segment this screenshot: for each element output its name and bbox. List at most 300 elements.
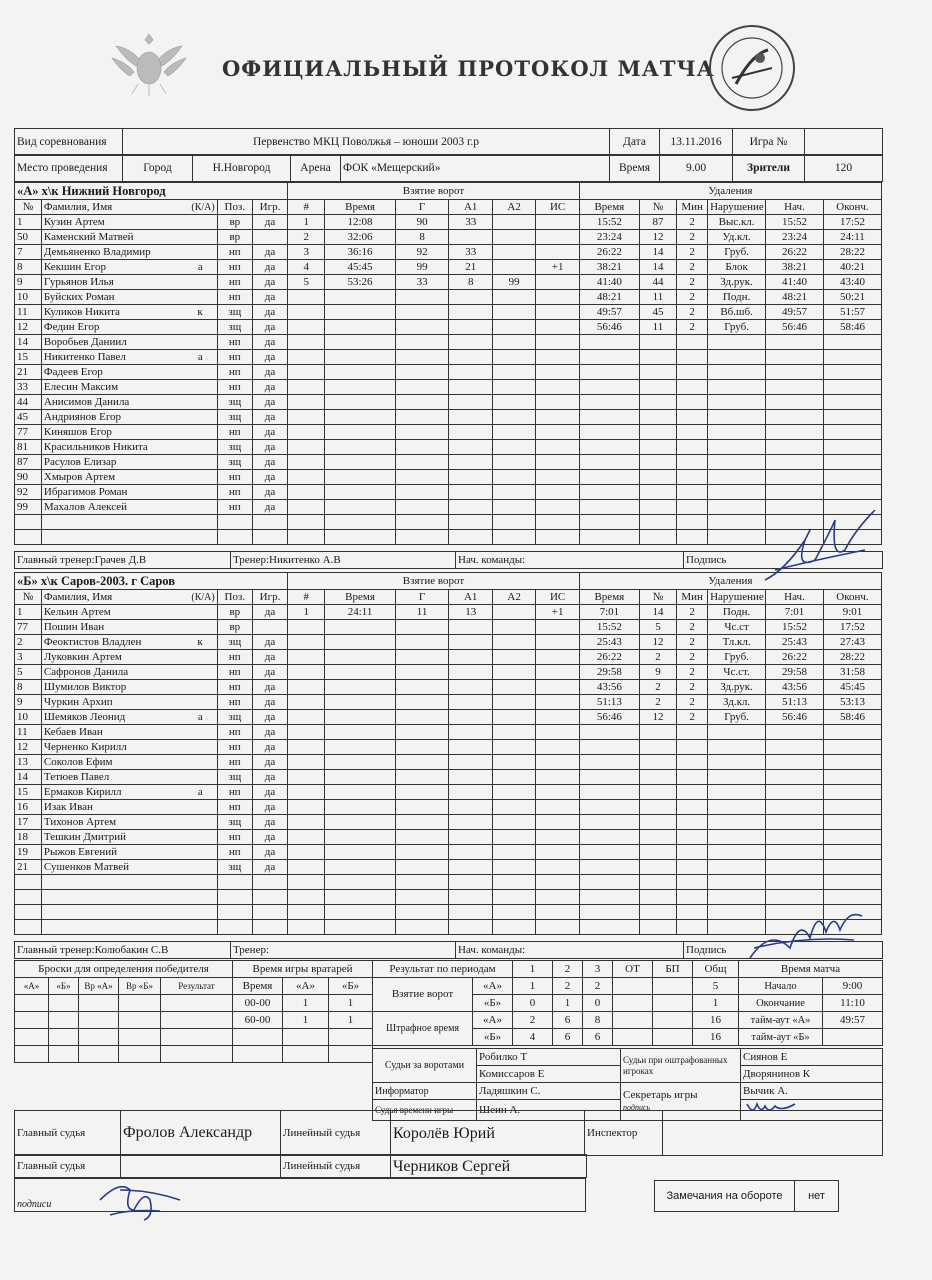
player-played: да — [252, 380, 287, 395]
goal-is — [536, 365, 580, 380]
shootout-col-3: Вр «Б» — [119, 978, 161, 995]
player-name-text: Куликов Никита — [43, 305, 120, 318]
penalty-t: 25:43 — [579, 635, 639, 650]
teamB-header-time: Время — [579, 590, 639, 605]
player-number: 45 — [15, 410, 42, 425]
goal-is — [536, 680, 580, 695]
teamB-title: «Б» х\к Саров-2003. г Саров — [15, 573, 288, 590]
goal-a1 — [449, 650, 492, 665]
goal-h — [288, 740, 325, 755]
player-number: 87 — [15, 455, 42, 470]
player-played: да — [252, 740, 287, 755]
goal-h — [288, 635, 325, 650]
penalty-m: 2 — [677, 230, 708, 245]
penalty-t — [579, 845, 639, 860]
goal-a1 — [449, 410, 492, 425]
player-played: да — [252, 500, 287, 515]
player-name-text: Киняшов Егор — [43, 425, 112, 438]
table-row — [15, 305, 882, 320]
penalty-e: 58:46 — [823, 710, 881, 725]
player-number: 15 — [15, 785, 42, 800]
player-name — [41, 680, 217, 695]
goal-t — [325, 620, 395, 635]
penalty-s: 15:52 — [766, 620, 824, 635]
penalty-s: 56:46 — [766, 710, 824, 725]
goal-a1 — [449, 875, 492, 890]
team-a-label: «А» — [473, 1012, 513, 1029]
player-played: да — [252, 680, 287, 695]
player-name — [41, 875, 217, 890]
penalty-v: Зд.рук. — [708, 275, 766, 290]
player-name — [41, 815, 217, 830]
shootout-col-4: Результат — [161, 978, 233, 995]
penalty-v — [708, 455, 766, 470]
goal-t — [325, 410, 395, 425]
player-number: 81 — [15, 440, 42, 455]
table-row — [15, 530, 882, 545]
goal-h — [288, 800, 325, 815]
player-name-text: Черненко Кирилл — [43, 740, 127, 753]
player-name-text: Андриянов Егор — [43, 410, 122, 423]
player-number: 12 — [15, 320, 42, 335]
goal-is — [536, 875, 580, 890]
team-b-label: «Б» — [473, 1029, 513, 1046]
player-name-text: Чуркин Архип — [43, 695, 113, 708]
penalty-judge-2: Дворянинов К — [741, 1066, 883, 1083]
player-name — [41, 620, 217, 635]
goal-g — [395, 695, 449, 710]
teamA-header-a1: А1 — [449, 200, 492, 215]
table-row — [15, 890, 882, 905]
goal-a2 — [492, 710, 535, 725]
penalty-e — [823, 740, 881, 755]
goal-h: 1 — [288, 605, 325, 620]
player-number: 16 — [15, 800, 42, 815]
player-number: 33 — [15, 380, 42, 395]
goal-a2 — [492, 815, 535, 830]
goal-a2 — [492, 680, 535, 695]
penalty-n — [639, 350, 676, 365]
penalty-s: 25:43 — [766, 635, 824, 650]
line-referee-label-1: Линейный судья — [281, 1111, 391, 1156]
player-name-text: Кекшин Егор — [43, 260, 106, 273]
table-row — [15, 215, 882, 230]
penalty-e — [823, 830, 881, 845]
goal-is — [536, 860, 580, 875]
penalty-e: 45:45 — [823, 680, 881, 695]
teamB-goals-label: Взятие ворот — [288, 573, 580, 590]
player-position: вр — [217, 605, 252, 620]
goal-a2 — [492, 695, 535, 710]
goal-t: 53:26 — [325, 275, 395, 290]
goal-a1 — [449, 380, 492, 395]
goal-a2 — [492, 650, 535, 665]
penalty-e — [823, 875, 881, 890]
player-position: нп — [217, 725, 252, 740]
line-referee-2: Черников Сергей — [391, 1155, 587, 1178]
goal-a1 — [449, 680, 492, 695]
goal-t — [325, 800, 395, 815]
goalie-cell: 1 — [329, 995, 373, 1012]
player-name-text: Феоктистов Владлен — [43, 635, 142, 648]
player-played: да — [252, 365, 287, 380]
penalty-t — [579, 440, 639, 455]
penalty-e — [823, 860, 881, 875]
timer-label: Судья времени игры — [373, 1100, 477, 1121]
penalty-v — [708, 890, 766, 905]
goal-a2 — [492, 860, 535, 875]
penalty-e — [823, 815, 881, 830]
penalty-m — [677, 440, 708, 455]
player-played: да — [252, 440, 287, 455]
remarks-table — [654, 1180, 839, 1212]
goal-h — [288, 455, 325, 470]
table-row — [15, 605, 882, 620]
chief-referee-label: Главный судья — [15, 1111, 121, 1156]
goal-t — [325, 485, 395, 500]
name-header-label: Фамилия, Имя — [43, 590, 113, 603]
player-name-text: Луковкин Артем — [43, 650, 122, 663]
penalty-t — [579, 380, 639, 395]
table-row — [15, 725, 882, 740]
team-a-signature-icon — [755, 510, 885, 595]
goal-is — [536, 335, 580, 350]
player-played: да — [252, 455, 287, 470]
player-name-text: Гурьянов Илья — [43, 275, 114, 288]
goal-h — [288, 755, 325, 770]
goalie-cell: 00-00 — [233, 995, 283, 1012]
player-name — [41, 770, 217, 785]
penalty-m: 2 — [677, 305, 708, 320]
goal-a1: 21 — [449, 260, 492, 275]
player-name — [41, 470, 217, 485]
goal-is — [536, 845, 580, 860]
player-name — [41, 530, 217, 545]
line-referee-1: Королёв Юрий — [391, 1111, 585, 1156]
player-played — [252, 875, 287, 890]
penalty-v — [708, 755, 766, 770]
goal-t: 12:08 — [325, 215, 395, 230]
table-row — [15, 320, 882, 335]
goal-g — [395, 365, 449, 380]
player-position: зщ — [217, 710, 252, 725]
player-name — [41, 245, 217, 260]
table-row — [15, 635, 882, 650]
goal-a1 — [449, 800, 492, 815]
goal-a1 — [449, 710, 492, 725]
goal-g — [395, 725, 449, 740]
table-row — [15, 500, 882, 515]
penalty-n — [639, 815, 676, 830]
penalty-s: 51:13 — [766, 695, 824, 710]
player-name — [41, 410, 217, 425]
pen-a-total: 16 — [693, 1012, 739, 1029]
player-position: нп — [217, 680, 252, 695]
player-number: 21 — [15, 860, 42, 875]
player-role: а — [197, 710, 203, 723]
spectators-label: Зрители — [733, 155, 805, 182]
player-position: нп — [217, 830, 252, 845]
player-name-text: Елесин Максим — [43, 380, 119, 393]
player-position: нп — [217, 845, 252, 860]
goal-g — [395, 515, 449, 530]
goal-t — [325, 650, 395, 665]
table-row — [15, 425, 882, 440]
goal-h: 3 — [288, 245, 325, 260]
goal-g — [395, 380, 449, 395]
goal-a2 — [492, 830, 535, 845]
goals-b-p1: 0 — [513, 995, 553, 1012]
goal-a1 — [449, 455, 492, 470]
player-played: да — [252, 410, 287, 425]
table-row — [15, 785, 882, 800]
player-name — [41, 215, 217, 230]
penalty-n: 9 — [639, 665, 676, 680]
penalty-s — [766, 335, 824, 350]
penalty-n — [639, 785, 676, 800]
goal-h — [288, 665, 325, 680]
match-time-key: тайм-аут «А» — [739, 1012, 823, 1029]
player-name — [41, 665, 217, 680]
player-number: 1 — [15, 215, 42, 230]
player-name-text: Изак Иван — [43, 800, 93, 813]
goal-a1 — [449, 815, 492, 830]
penalty-n — [639, 425, 676, 440]
penalty-m: 2 — [677, 620, 708, 635]
player-name — [41, 920, 217, 935]
goal-is — [536, 890, 580, 905]
penalty-m — [677, 740, 708, 755]
player-name-text: Кузин Артем — [43, 215, 105, 228]
goal-a2: 99 — [492, 275, 535, 290]
goal-t — [325, 455, 395, 470]
goal-t — [325, 425, 395, 440]
player-name — [41, 710, 217, 725]
penalty-t — [579, 425, 639, 440]
goal-t — [325, 920, 395, 935]
player-position: нп — [217, 665, 252, 680]
player-position: зщ — [217, 455, 252, 470]
penalty-n: 2 — [639, 650, 676, 665]
goal-h: 4 — [288, 260, 325, 275]
teamA-header-a2: А2 — [492, 200, 535, 215]
goal-g: 11 — [395, 605, 449, 620]
player-position — [217, 890, 252, 905]
goal-h — [288, 695, 325, 710]
penalty-s — [766, 755, 824, 770]
penalty-e — [823, 845, 881, 860]
penalty-s: 26:22 — [766, 245, 824, 260]
player-name — [41, 635, 217, 650]
penalty-n — [639, 830, 676, 845]
penalty-t: 38:21 — [579, 260, 639, 275]
penalty-e: 31:58 — [823, 665, 881, 680]
goals-a-total: 5 — [693, 978, 739, 995]
penalty-t — [579, 800, 639, 815]
penalty-s — [766, 875, 824, 890]
penalty-n — [639, 365, 676, 380]
goal-g — [395, 815, 449, 830]
ka-header-label: (К/А) — [191, 201, 215, 213]
penalty-m: 2 — [677, 290, 708, 305]
goal-t — [325, 905, 395, 920]
player-name — [41, 320, 217, 335]
goal-g — [395, 650, 449, 665]
penalty-m — [677, 530, 708, 545]
goal-h: 5 — [288, 275, 325, 290]
penalty-s — [766, 785, 824, 800]
penalty-s — [766, 485, 824, 500]
penalty-t — [579, 485, 639, 500]
player-position: нп — [217, 380, 252, 395]
match-time-table — [738, 960, 883, 1046]
player-played: да — [252, 860, 287, 875]
player-played — [252, 230, 287, 245]
penalty-m — [677, 725, 708, 740]
player-name — [41, 860, 217, 875]
player-role: а — [197, 260, 203, 273]
penalty-v — [708, 860, 766, 875]
teamA-header-viol: Нарушение — [708, 200, 766, 215]
penalty-m: 2 — [677, 650, 708, 665]
goal-h — [288, 770, 325, 785]
goal-g — [395, 845, 449, 860]
goal-is — [536, 740, 580, 755]
penalty-s: 29:58 — [766, 665, 824, 680]
goal-a2 — [492, 230, 535, 245]
goal-is — [536, 815, 580, 830]
goal-g — [395, 395, 449, 410]
goal-a1 — [449, 755, 492, 770]
goal-a2 — [492, 470, 535, 485]
player-played: да — [252, 710, 287, 725]
player-played: да — [252, 425, 287, 440]
goal-h — [288, 410, 325, 425]
goal-t — [325, 845, 395, 860]
goal-a2 — [492, 305, 535, 320]
player-played: да — [252, 695, 287, 710]
table-row — [15, 260, 882, 275]
table-row — [15, 440, 882, 455]
goal-t — [325, 710, 395, 725]
player-position: вр — [217, 215, 252, 230]
player-number: 7 — [15, 245, 42, 260]
shootout-col-2: Вр «А» — [79, 978, 119, 995]
goal-g — [395, 770, 449, 785]
goal-t — [325, 635, 395, 650]
goal-g — [395, 620, 449, 635]
penalty-t: 15:52 — [579, 215, 639, 230]
shootout-header: БП — [653, 961, 693, 978]
player-name — [41, 230, 217, 245]
table-row — [15, 740, 882, 755]
goal-is — [536, 725, 580, 740]
goalie-col-2: «Б» — [329, 978, 373, 995]
penalty-v: Уд.кл. — [708, 230, 766, 245]
penalty-m: 2 — [677, 680, 708, 695]
goal-h — [288, 425, 325, 440]
player-name — [41, 650, 217, 665]
goal-t — [325, 500, 395, 515]
player-role: к — [197, 305, 203, 318]
penalty-judges-label: Судьи при оштрафованных игроках — [621, 1049, 741, 1083]
player-number: 18 — [15, 830, 42, 845]
penalty-e — [823, 365, 881, 380]
penalty-e — [823, 410, 881, 425]
goals-a-p2: 2 — [553, 978, 583, 995]
player-name — [41, 455, 217, 470]
goal-is — [536, 290, 580, 305]
signatures-label: подписи — [15, 1179, 586, 1212]
goal-a1 — [449, 305, 492, 320]
goal-t — [325, 395, 395, 410]
goal-g — [395, 920, 449, 935]
penalty-n — [639, 530, 676, 545]
player-played: да — [252, 485, 287, 500]
penalty-t — [579, 500, 639, 515]
penalty-t: 48:21 — [579, 290, 639, 305]
goal-t — [325, 530, 395, 545]
goal-a1 — [449, 500, 492, 515]
penalty-v: Блок — [708, 260, 766, 275]
player-name — [41, 305, 217, 320]
table-row — [15, 410, 882, 425]
player-number: 8 — [15, 680, 42, 695]
teamB-penalties-label: Удаления — [579, 573, 881, 590]
player-name — [41, 830, 217, 845]
table-row — [15, 455, 882, 470]
penalty-s — [766, 740, 824, 755]
teamA-header-time: Время — [579, 200, 639, 215]
goal-t — [325, 515, 395, 530]
goal-is — [536, 350, 580, 365]
player-played: да — [252, 650, 287, 665]
player-position: зщ — [217, 410, 252, 425]
goal-h — [288, 440, 325, 455]
goal-a1 — [449, 470, 492, 485]
pen-b-ot — [613, 1029, 653, 1046]
date-value: 13.11.2016 — [660, 129, 733, 156]
player-number: 3 — [15, 650, 42, 665]
teamA-header-pnum: № — [639, 200, 676, 215]
penalty-e: 28:22 — [823, 245, 881, 260]
informer-value: Ладяшкин С. — [477, 1083, 621, 1100]
player-name — [41, 695, 217, 710]
player-name-text: Сафронов Данила — [43, 665, 129, 678]
penalty-t: 23:24 — [579, 230, 639, 245]
table-row — [15, 860, 882, 875]
penalty-n: 12 — [639, 710, 676, 725]
penalty-e — [823, 425, 881, 440]
player-name-text: Красильников Никита — [43, 440, 148, 453]
penalty-s — [766, 395, 824, 410]
player-name-text: Анисимов Данила — [43, 395, 130, 408]
vid-label: Вид соревнования — [15, 129, 123, 156]
penalty-e — [823, 350, 881, 365]
goal-a1 — [449, 725, 492, 740]
goal-h — [288, 710, 325, 725]
player-position: нп — [217, 365, 252, 380]
goal-a2 — [492, 425, 535, 440]
goal-a1: 33 — [449, 215, 492, 230]
penalty-s: 56:46 — [766, 320, 824, 335]
time-label: Время — [610, 155, 660, 182]
goal-a2 — [492, 515, 535, 530]
penalty-m — [677, 860, 708, 875]
penalty-v — [708, 875, 766, 890]
goal-a1 — [449, 860, 492, 875]
teamB-header-viol: Нарушение — [708, 590, 766, 605]
